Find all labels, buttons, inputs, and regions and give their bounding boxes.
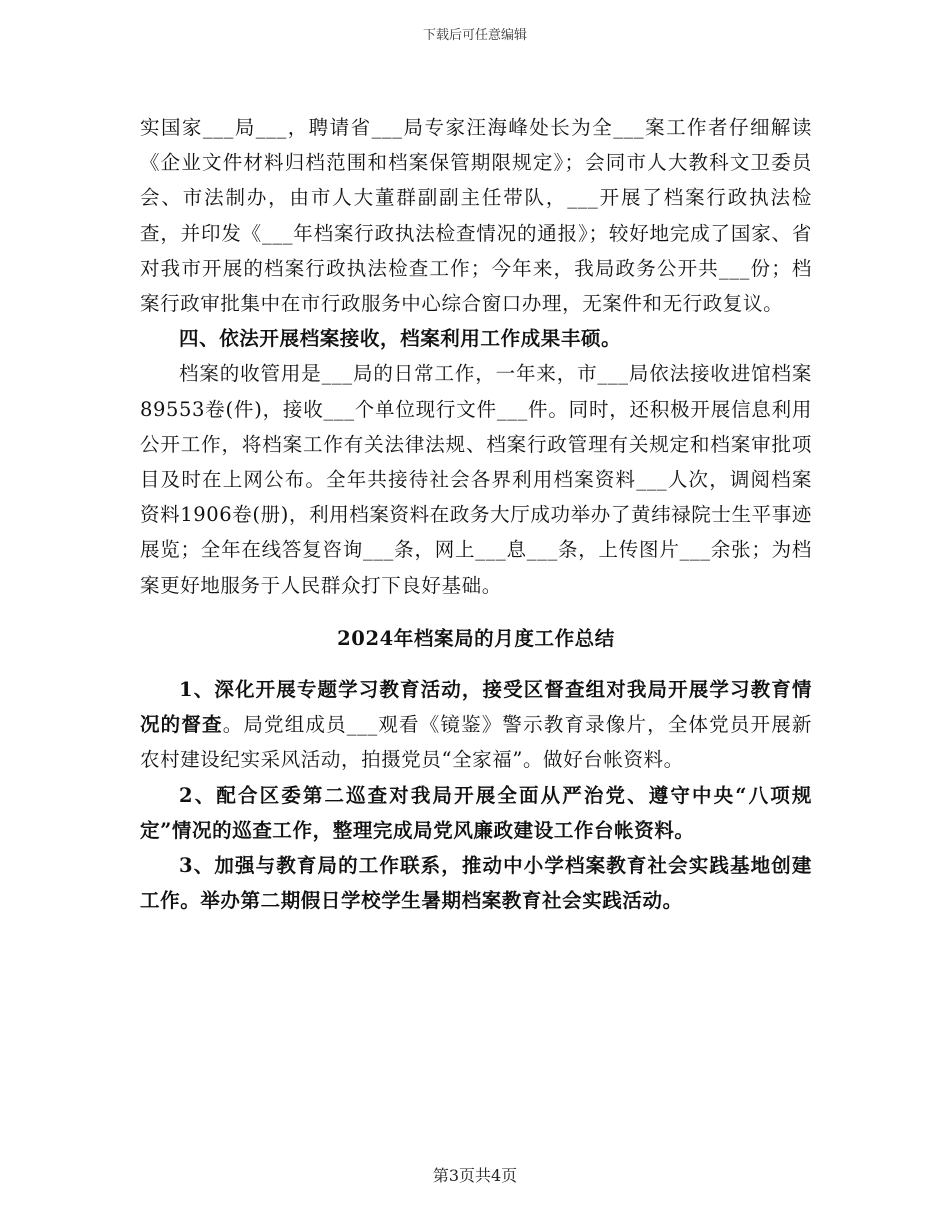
section-heading-four: 四、依法开展档案接收，档案利用工作成果丰硕。 [179,327,622,351]
item-three-paragraph: 3、加强与教育局的工作联系，推动中小学档案教育社会实践基地创建工作。举办第二期假日学校学生暑期档案教育社会实践活动。 [140,854,812,913]
item-one-paragraph [140,672,812,778]
page-header: 下载后可任意编辑 [422,28,527,43]
document-body [140,110,812,918]
item-two-paragraph: 2、配合区委第二巡查对我局开展全面从严治党、遵守中央“八项规定”情况的巡查工作，整理完成局党风廉政建设工作台帐资料。 [140,783,812,842]
item-one-text: 。局党组成员___观看《镜鉴》警示教育录像片，全体党员开展新农村建设纪实采风活动，拍摄党员“全家福”。做好台帐资料。 [140,713,812,772]
paragraph-continuation: 实国家___局___，聘请省___局专家汪海峰处长为全___案工作者仔细解读《企业文件材料归档范围和档案保管期限规定》；会同市人大教科文卫委员会、市法制办，由市人大董群副副主任带队，___开展了档案行政执法检查，并印发《___年档案行政执法检查情况的通报》；较好地完成了国家、省对我市开展的档案行政执法检查工作；今年来，我局政务公开共___份；档案行政审批集中在市行政服务中心综合窗口办理，无案件和无行政复议。 [140,116,812,316]
item-one-bold: 1、深化开展专题学习教育活动，接受区督查组对我局开展学习教育情况的督查 [140,678,812,737]
document-title: 2024年档案局的月度工作总结 [337,626,615,650]
paragraph-archive-receiving: 档案的收管用是___局的日常工作，一年来，市___局依法接收进馆档案89553卷(件)，接收___个单位现行文件___件。同时，还积极开展信息利用公开工作，将档案工作有关法律法规、档案行政管理有关规定和档案审批项目及时在上网公布。全年共接待社会各界利用档案资料___人次，调阅档案资料1906卷(册)，利用档案资料在政务大厅成功举办了黄纬禄院士生平事迹展览；全年在线答复咨询___条，网上___息___条，上传图片___余张；为档案更好地服务于人民群众打下良好基础。 [140,362,812,597]
page-footer: 第3页共4页 [432,1166,518,1185]
